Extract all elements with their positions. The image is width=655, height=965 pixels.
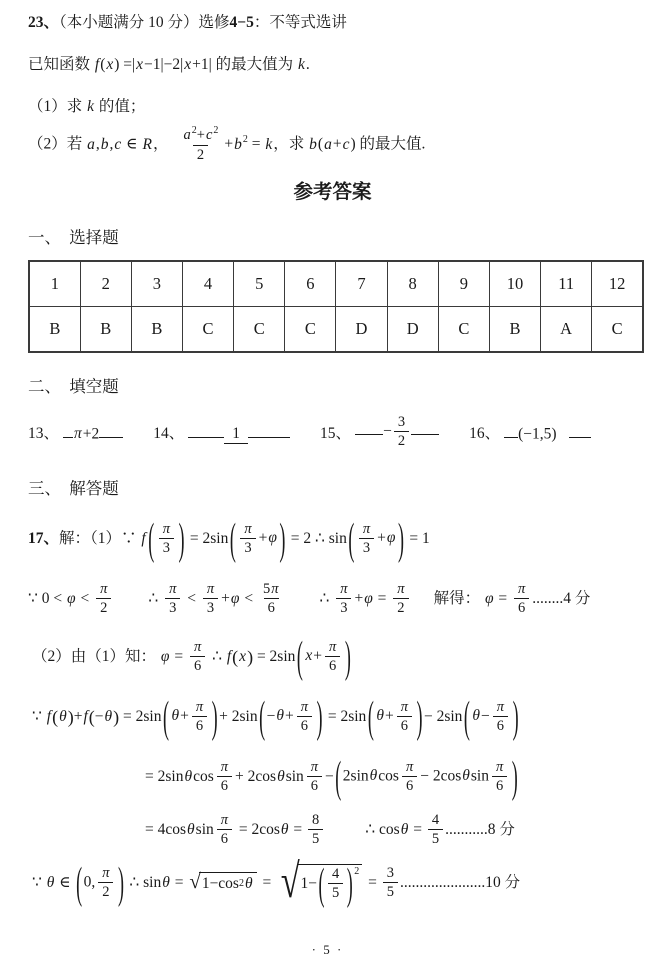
choice-number-cell: 4 xyxy=(182,261,233,307)
blank-item-answer: π+2 xyxy=(63,421,123,443)
section-label-choice: 一、 选择题 xyxy=(28,227,119,247)
blank-item-number: 14、 xyxy=(153,424,185,442)
choice-answer-cell: C xyxy=(438,306,489,352)
solution-17-line-5: = 2sin θ cos $\frac{\pi}{6}$ + 2cos θ sin $\frac{\pi}{6}$ − ( 2sinθcos $\frac{\pi}{6}$ − 2cosθsin $\frac{\pi}{6}$ ) xyxy=(145,752,518,802)
choice-number-cell: 10 xyxy=(489,261,540,307)
choice-answer-cell: C xyxy=(182,306,233,352)
choice-number-cell: 8 xyxy=(387,261,438,307)
choice-number-cell: 1 xyxy=(29,261,80,307)
choice-number-cell: 6 xyxy=(285,261,336,307)
choice-number-cell: 12 xyxy=(592,261,643,307)
choice-answer-cell: D xyxy=(387,306,438,352)
solution-17-line-6: = 4cos θ sin $\frac{\pi}{6}$ = 2cos θ = $\frac{8}{5}$ ∴ cos θ = $\frac{4}{5}$ ...........8 分 xyxy=(145,812,515,848)
fill-blanks-row xyxy=(28,409,637,455)
choice-number-cell: 5 xyxy=(234,261,285,307)
choice-answer-cell: B xyxy=(489,306,540,352)
solution-17-line-1: 17、 解：（1）∵ f ( $\frac{\pi}{3}$ ) = 2sin ( $\frac{\pi}{3}$ +φ ) = 2 ∴ sin ( $\frac{\pi}{3}$ +φ ) = 1 xyxy=(28,514,430,564)
blank-item-answer: 1 xyxy=(188,420,290,443)
blank-item-number: 13、 xyxy=(28,424,60,442)
blank-item-number: 16、 xyxy=(469,424,501,442)
choice-answer-cell: B xyxy=(29,306,80,352)
choice-answer-cell: B xyxy=(131,306,182,352)
blank-item-number: 15、 xyxy=(320,424,352,442)
choice-question-numbers-row xyxy=(29,261,643,307)
choice-answer-cell: C xyxy=(285,306,336,352)
question-23-part-2: （2）若 a,b,c ∈ R， $\frac{a^2+c^2}{2}$ $+b^2 = k$，求 b(a+c) 的最大值. xyxy=(28,125,426,163)
choice-answer-cell: D xyxy=(336,306,387,352)
blank-item xyxy=(469,421,590,443)
section-label-blanks: 二、 填空题 xyxy=(28,376,119,396)
question-23-given: 已知函数 f(x) =|x−1|−2|x+1| 的最大值为 k. xyxy=(28,56,310,74)
solution-17-line-3: （2）由（1）知： φ = $\frac{\pi}{6}$ ∴ f ( x ) = 2sin ( x+ $\frac{\pi}{6}$ ) xyxy=(32,632,351,682)
question-23-title: 23、（本小题满分 10 分）选修4−5：不等式选讲 xyxy=(28,14,347,31)
choice-number-cell: 2 xyxy=(80,261,131,307)
choice-number-cell: 3 xyxy=(131,261,182,307)
blank-item xyxy=(320,414,439,449)
choice-answer-cell: C xyxy=(234,306,285,352)
solution-17-line-2: ∵ 0 < φ < $\frac{\pi}{2}$ ∴ $\frac{\pi}{3}$ < $\frac{\pi}{3}$ + φ < $\frac{5\pi}{6}$ ∴ $\frac{\pi}{3}$ + φ = $\frac{\pi}{2}$ 解得： φ = $\frac{\pi}{6}$ ........4 分 xyxy=(28,581,591,617)
blank-item-answer: (−1,5) xyxy=(504,421,590,443)
question-23-part-1: （1）求 k 的值； xyxy=(28,98,146,116)
choice-answers-row xyxy=(29,306,643,352)
solution-17-line-4: ∵ f ( θ ) + f ( −θ ) = 2sin ( θ+ $\frac{\pi}{6}$ ) + 2sin ( −θ+ $\frac{\pi}{6}$ ) = 2sin ( θ+ $\frac{\pi}{6}$ ) − 2sin ( θ− $\frac{\pi}{6}$ ) xyxy=(32,692,519,742)
blank-item xyxy=(28,421,123,443)
choice-number-cell: 11 xyxy=(541,261,592,307)
reference-answers-heading: 参考答案 xyxy=(293,181,372,203)
solution-17-line-7: ∵ θ ∈ ( 0, $\frac{\pi}{2}$ ) ∴ sin θ = √ 1−cos 2 θ = √ 1− ( $\frac{4}{5}$ ) $^2$ = $\frac{3}{5}$ ......................10 分 xyxy=(32,854,521,909)
choice-answer-table xyxy=(28,260,644,353)
choice-answer-cell: B xyxy=(80,306,131,352)
blank-item-answer: − $\frac{3}{2}$ xyxy=(355,414,439,449)
section-label-solutions: 三、 解答题 xyxy=(28,478,119,498)
choice-number-cell: 7 xyxy=(336,261,387,307)
choice-answer-cell: C xyxy=(592,306,643,352)
page-number: · 5 · xyxy=(311,942,344,957)
choice-number-cell: 9 xyxy=(438,261,489,307)
blank-item xyxy=(153,420,290,443)
choice-answer-cell: A xyxy=(541,306,592,352)
